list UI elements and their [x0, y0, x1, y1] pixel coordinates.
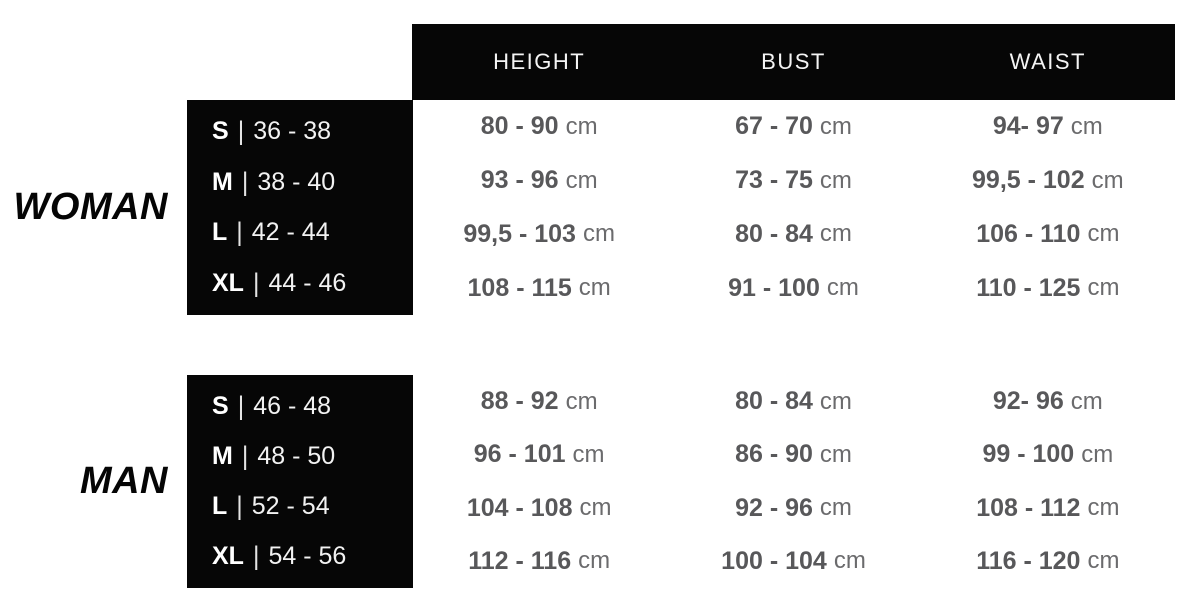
size-letter: L	[212, 218, 228, 247]
value: 94- 97	[992, 112, 1064, 141]
size-row-man-l	[212, 491, 413, 521]
man-measurements	[412, 375, 1175, 588]
unit-label: cm	[565, 387, 598, 415]
size-letter: M	[212, 167, 233, 196]
size-row-woman-xl	[212, 268, 413, 298]
size-range: 52 - 54	[251, 492, 330, 521]
man-m-waist	[921, 428, 1175, 481]
size-range: 46 - 48	[253, 391, 332, 420]
unit-label: cm	[578, 274, 611, 302]
size-letter: S	[212, 391, 229, 420]
man-m-bust	[666, 428, 920, 481]
size-separator: |	[236, 217, 243, 248]
woman-xl-height	[412, 261, 666, 315]
man-l-bust	[666, 482, 920, 535]
unit-label: cm	[582, 220, 615, 248]
unit-label: cm	[833, 547, 866, 575]
size-letter: M	[212, 441, 233, 470]
man-xl-height	[412, 535, 666, 588]
woman-l-bust	[666, 208, 920, 262]
value: 116 - 120	[976, 546, 1081, 575]
size-range: 42 - 44	[251, 218, 330, 247]
unit-label: cm	[572, 440, 605, 468]
value: 96 - 101	[473, 440, 566, 469]
value: 93 - 96	[480, 166, 559, 195]
size-separator: |	[252, 541, 260, 572]
value: 73 - 75	[735, 166, 813, 195]
man-s-bust	[666, 375, 920, 428]
size-separator: |	[237, 116, 245, 146]
man-l-waist	[921, 482, 1175, 535]
size-letter: S	[212, 116, 229, 145]
column-header-height: HEIGHT	[493, 49, 586, 74]
unit-label: cm	[819, 494, 852, 522]
size-row-man-m	[212, 441, 413, 471]
size-row-man-xl	[212, 541, 413, 572]
size-letter: XL	[212, 542, 244, 571]
woman-group-label: WOMAN	[13, 186, 168, 228]
woman-size-box	[187, 100, 413, 315]
unit-label: cm	[1087, 547, 1120, 575]
unit-label: cm	[826, 274, 859, 302]
man-group-label: MAN	[79, 460, 168, 502]
unit-label: cm	[1091, 166, 1124, 194]
size-row-woman-s	[212, 116, 413, 146]
value: 104 - 108	[466, 493, 573, 522]
unit-label: cm	[819, 440, 852, 468]
size-separator: |	[237, 390, 245, 421]
size-separator: |	[236, 491, 243, 521]
size-range: 54 - 56	[268, 542, 347, 571]
unit-label: cm	[565, 112, 598, 140]
value: 80 - 90	[480, 112, 559, 141]
woman-xl-waist	[921, 261, 1175, 315]
value: 88 - 92	[480, 387, 559, 416]
size-range: 44 - 46	[268, 269, 347, 298]
unit-label: cm	[1087, 220, 1120, 248]
unit-label: cm	[1070, 387, 1103, 415]
woman-measurements	[412, 100, 1175, 315]
size-range: 48 - 50	[257, 441, 336, 470]
unit-label: cm	[819, 387, 852, 415]
man-s-height	[412, 375, 666, 428]
value: 108 - 115	[467, 273, 572, 302]
value: 80 - 84	[735, 219, 813, 248]
value: 108 - 112	[976, 493, 1081, 522]
man-s-waist	[921, 375, 1175, 428]
woman-s-height	[412, 100, 666, 154]
value: 99 - 100	[982, 440, 1075, 469]
unit-label: cm	[1081, 440, 1114, 468]
woman-s-bust	[666, 100, 920, 154]
value: 91 - 100	[728, 273, 820, 302]
value: 80 - 84	[735, 387, 813, 416]
man-xl-waist	[921, 535, 1175, 588]
unit-label: cm	[578, 547, 611, 575]
value: 110 - 125	[976, 273, 1081, 302]
woman-l-height	[412, 208, 666, 262]
value: 67 - 70	[735, 112, 813, 141]
size-row-woman-m	[212, 166, 413, 197]
woman-l-waist	[921, 208, 1175, 262]
size-range: 38 - 40	[257, 167, 336, 196]
woman-m-height	[412, 154, 666, 208]
man-m-height	[412, 428, 666, 481]
unit-label: cm	[1070, 112, 1103, 140]
value: 92 - 96	[735, 493, 813, 522]
table-header	[412, 24, 1175, 100]
size-separator: |	[241, 166, 249, 197]
woman-m-bust	[666, 154, 920, 208]
unit-label: cm	[565, 166, 598, 194]
woman-xl-bust	[666, 261, 920, 315]
man-l-height	[412, 482, 666, 535]
size-letter: XL	[212, 269, 244, 298]
size-letter: L	[212, 492, 228, 521]
value: 86 - 90	[735, 440, 813, 469]
size-separator: |	[252, 268, 260, 298]
size-separator: |	[241, 441, 249, 471]
column-header-waist: WAIST	[1009, 49, 1086, 74]
unit-label: cm	[1087, 494, 1120, 522]
unit-label: cm	[1087, 274, 1120, 302]
value: 106 - 110	[976, 219, 1081, 248]
value: 99,5 - 103	[463, 219, 576, 248]
unit-label: cm	[819, 112, 852, 140]
woman-m-waist	[921, 154, 1175, 208]
value: 112 - 116	[468, 546, 572, 575]
woman-s-waist	[921, 100, 1175, 154]
man-xl-bust	[666, 535, 920, 588]
unit-label: cm	[579, 494, 612, 522]
value: 100 - 104	[721, 546, 827, 575]
unit-label: cm	[819, 166, 852, 194]
man-size-box	[187, 375, 413, 588]
unit-label: cm	[819, 220, 852, 248]
value: 92- 96	[992, 387, 1064, 416]
size-range: 36 - 38	[253, 116, 332, 145]
value: 99,5 - 102	[972, 166, 1085, 195]
column-header-bust: BUST	[761, 49, 826, 74]
size-row-woman-l	[212, 217, 413, 248]
size-row-man-s	[212, 390, 413, 421]
